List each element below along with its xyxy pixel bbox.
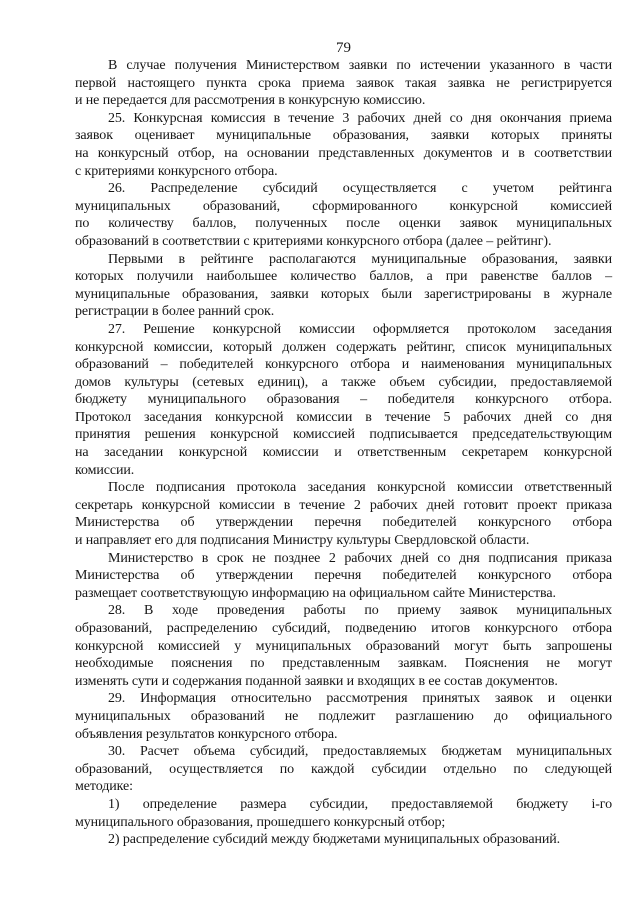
text-line: 26. Распределение субсидий осуществляется с учетом рейтинга xyxy=(108,181,612,197)
text-line: После подписания протокола заседания конкурсной комиссии ответственный xyxy=(108,480,612,496)
paragraph xyxy=(75,796,612,831)
text-line: муниципальных образований, сформированного конкурсной комиссией xyxy=(75,198,612,214)
text-line: на конкурсный отбор, на основании представленных документов и в соответствии xyxy=(75,145,612,161)
paragraph xyxy=(75,251,612,321)
text-line: домов культуры (сетевых единиц), а также объем субсидии, предоставляемой xyxy=(75,374,612,390)
text-line: В случае получения Министерством заявки по истечении указанного в части xyxy=(108,58,612,73)
paragraph xyxy=(75,602,612,690)
text-line: комиссии. xyxy=(75,462,135,478)
text-line: 28. В ходе проведения работы по приему заявок муниципальных xyxy=(108,603,612,619)
text-line: образований, осуществляется по каждой субсидии отдельно по следующей xyxy=(75,761,612,777)
text-line: образований в соответствии с критериями конкурсного отбора (далее – рейтинг). xyxy=(75,233,552,249)
paragraph xyxy=(75,743,612,796)
text-line: объявления результатов конкурсного отбора. xyxy=(75,726,338,742)
text-line: конкурсной комиссии, который должен содержать рейтинг, список муниципальных xyxy=(75,339,612,355)
text-line: Министерства об утверждении перечня победителей конкурсного отбора xyxy=(75,568,612,584)
paragraph xyxy=(75,550,612,603)
paragraph xyxy=(75,690,612,743)
text-line: 2) распределение субсидий между бюджетами муниципальных образований. xyxy=(108,832,561,848)
text-line: Министерства об утверждении перечня победителей конкурсного отбора xyxy=(75,515,612,531)
text-line: по количеству баллов, полученных после оценки заявок муниципальных xyxy=(75,216,612,232)
text-line: бюджету муниципального образования – победителя конкурсного отбора. xyxy=(75,392,612,408)
paragraph xyxy=(75,831,612,849)
text-line: первой настоящего пункта срока приема заявок такая заявка не регистрируется xyxy=(75,75,612,91)
paragraph xyxy=(75,57,612,110)
text-line: конкурсной комиссией у муниципальных образований могут быть запрошены xyxy=(75,638,612,654)
text-line: и не передается для рассмотрения в конкурсную комиссию. xyxy=(75,93,426,109)
text-line: 1) определение размера субсидии, предоставляемой бюджету i-го xyxy=(108,796,612,812)
paragraph xyxy=(75,110,612,180)
text-line: и направляет его для подписания Министру культуры Свердловской области. xyxy=(75,533,530,549)
text-line: размещает соответствующую информацию на официальном сайте Министерства. xyxy=(75,585,556,601)
text-line: секретарь конкурсной комиссии в течение 2 рабочих дней готовит проект приказа xyxy=(75,497,612,513)
text-line: Первыми в рейтинге располагаются муниципальные образования, заявки xyxy=(108,251,612,267)
text-line: муниципального образования, прошедшего конкурсный отбор; xyxy=(75,814,446,830)
text-line: заявок оценивает муниципальные образования, заявки которых приняты xyxy=(75,128,612,144)
text-line: принятия решения конкурсной комиссией подписывается председательствующим xyxy=(75,427,612,443)
text-line: с критериями конкурсного отбора. xyxy=(75,163,278,179)
text-line: методике: xyxy=(75,779,133,795)
text-line: образований, распределению субсидий, подведению итогов конкурсного отбора xyxy=(75,621,612,636)
text-line: Министерство в срок не позднее 2 рабочих дней со дня подписания приказа xyxy=(108,550,612,566)
text-line: 30. Расчет объема субсидий, предоставляемых бюджетам муниципальных xyxy=(108,744,612,760)
paragraph xyxy=(75,479,612,549)
text-line: 29. Информация относительно рассмотрения принятых заявок и оценки xyxy=(108,691,612,707)
text-line: необходимые пояснения по представленным заявкам. Пояснения не могут xyxy=(75,656,612,672)
document-body xyxy=(75,57,612,849)
text-line: образований – победителей конкурсного отбора и наименования муниципальных xyxy=(75,357,612,373)
text-line: муниципальные образования, заявки которых были зарегистрированы в журнале xyxy=(75,286,612,302)
text-line: регистрации в более ранний срок. xyxy=(75,304,275,320)
text-line: Протокол заседания конкурсной комиссии в течение 5 рабочих дней со дня xyxy=(75,409,612,425)
text-line: 27. Решение конкурсной комиссии оформляется протоколом заседания xyxy=(108,321,612,337)
text-line: на заседании конкурсной комиссии и ответственным секретарем конкурсной xyxy=(75,445,612,461)
text-line: изменять сути и содержания поданной заявки и входящих в ее состав документов. xyxy=(75,673,558,689)
paragraph xyxy=(75,321,612,479)
page-number: 79 xyxy=(336,40,351,56)
text-line: 25. Конкурсная комиссия в течение 3 рабочих дней со дня окончания приема xyxy=(108,110,612,126)
text-line: муниципальных образований не подлежит разглашению до официального xyxy=(75,708,612,724)
paragraph xyxy=(75,180,612,250)
text-line: которых получили наибольшее количество баллов, а при равенстве баллов – xyxy=(75,269,612,285)
